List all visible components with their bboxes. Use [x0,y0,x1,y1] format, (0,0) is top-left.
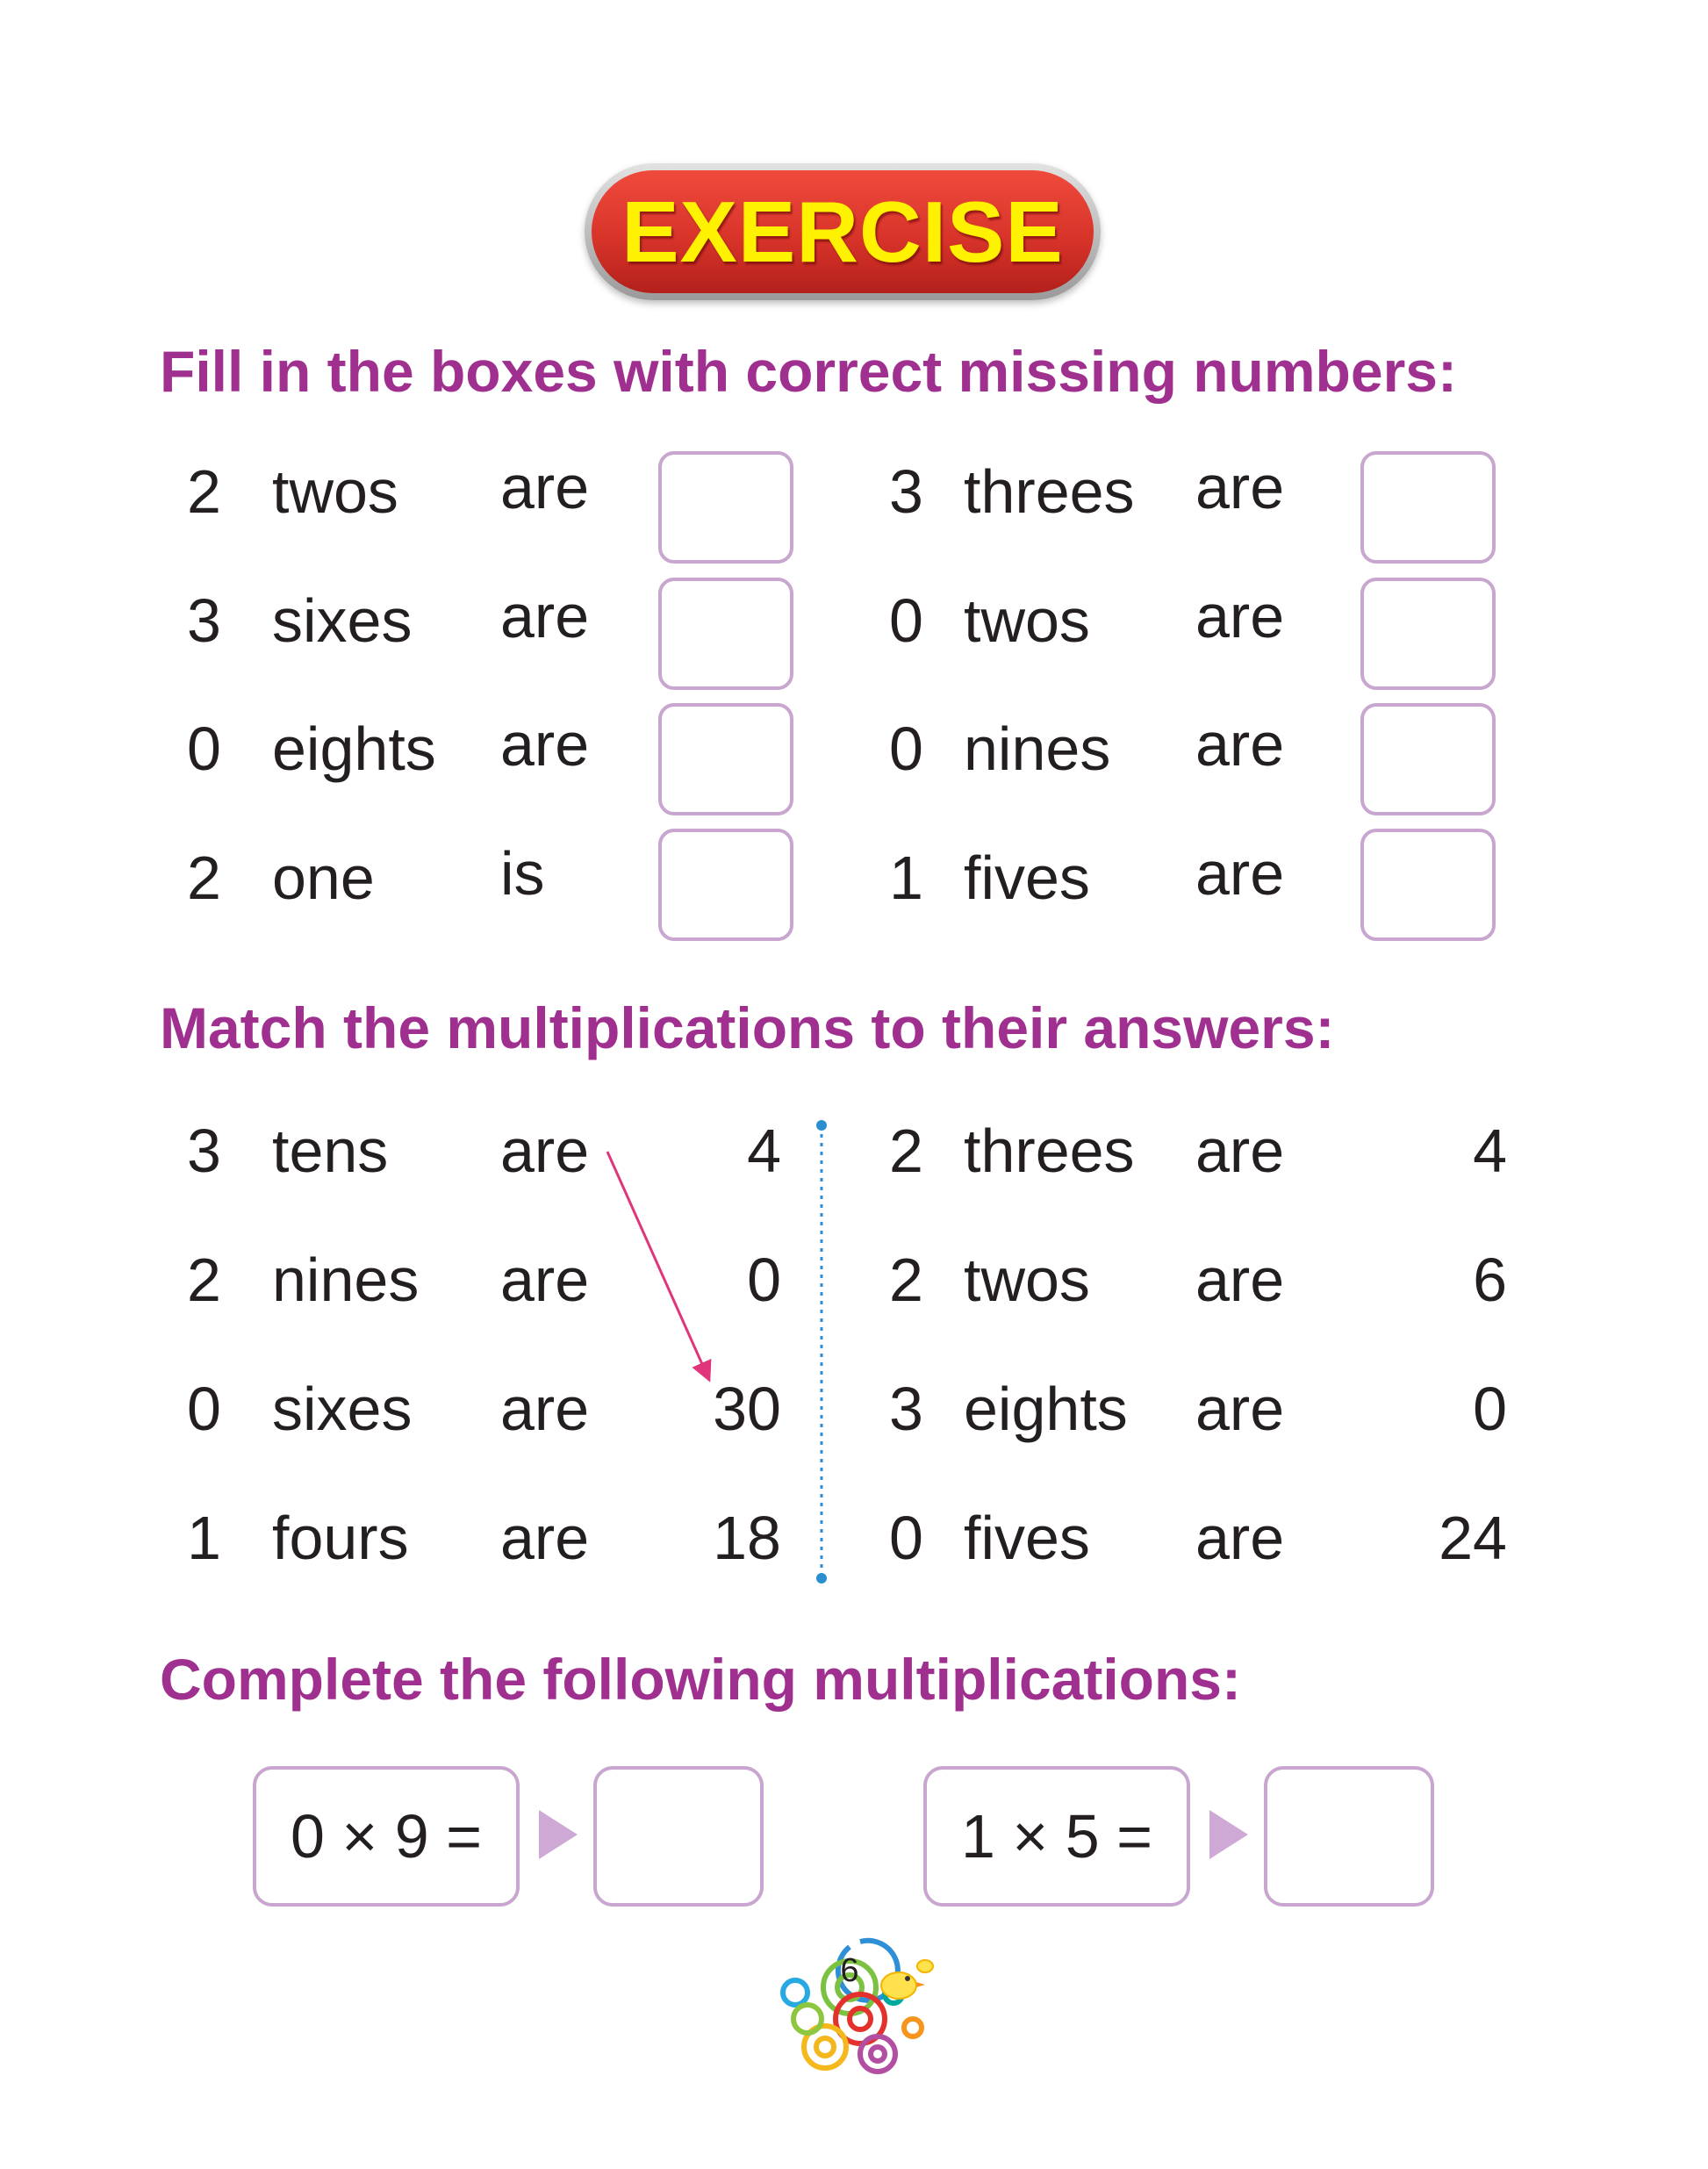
fill-heading: Fill in the boxes with correct missing numbers: [160,339,1457,404]
complete-heading: Complete the following multiplications: [160,1647,1241,1712]
small-bird-icon [917,1960,933,1972]
match-verb: are [500,1246,590,1314]
match-word: nines [272,1246,420,1314]
fill-word: twos [272,457,398,526]
fill-word: fives [964,844,1090,912]
match-verb: are [1195,1246,1285,1314]
match-verb: are [500,1375,590,1443]
fill-verb: are [500,453,590,521]
fill-word: twos [964,586,1090,655]
match-number: 3 [187,1117,221,1185]
fill-verb: are [1195,582,1285,650]
match-number: 2 [889,1117,923,1185]
match-verb: are [500,1117,590,1185]
match-number: 0 [187,1375,221,1443]
fill-number: 0 [889,586,923,655]
fill-number: 2 [187,457,221,526]
match-answer[interactable]: 0 [747,1246,781,1314]
match-answer[interactable]: 30 [713,1375,781,1443]
match-word: eights [964,1375,1128,1443]
fill-word: nines [964,715,1111,783]
match-verb: are [1195,1375,1285,1443]
fill-number: 1 [889,844,923,912]
fill-number: 0 [889,715,923,783]
fill-number: 0 [187,715,221,783]
match-word: twos [964,1246,1090,1314]
match-number: 2 [889,1246,923,1314]
match-verb: are [1195,1504,1285,1572]
match-word: fives [964,1504,1090,1572]
fill-verb: are [1195,839,1285,908]
match-answer[interactable]: 4 [747,1117,781,1185]
fill-word: sixes [272,586,413,655]
fill-number: 2 [187,844,221,912]
match-word: tens [272,1117,389,1185]
fill-word: eights [272,715,436,783]
match-number: 0 [889,1504,923,1572]
bird-icon [881,1972,925,1999]
fill-verb: are [500,582,590,650]
expression-text: 1 × 5 = [961,1802,1152,1871]
match-number: 1 [187,1504,221,1572]
match-verb: are [1195,1117,1285,1185]
exercise-title: EXERCISE [621,183,1064,280]
match-number: 3 [889,1375,923,1443]
match-answer[interactable]: 24 [1439,1504,1507,1572]
expression-text: 0 × 9 = [291,1802,482,1871]
match-verb: are [500,1504,590,1572]
match-number: 2 [187,1246,221,1314]
fill-verb: are [500,710,590,779]
page-number: 6 [840,1952,859,1989]
fill-word: threes [964,457,1135,526]
match-heading: Match the multiplications to their answers: [160,995,1335,1060]
match-answer[interactable]: 4 [1473,1117,1507,1185]
match-answer[interactable]: 18 [713,1504,781,1572]
fill-verb: is [500,839,545,908]
match-answer[interactable]: 6 [1473,1246,1507,1314]
fill-word: one [272,844,375,912]
fill-number: 3 [889,457,923,526]
fill-verb: are [1195,453,1285,521]
match-answer[interactable]: 0 [1473,1375,1507,1443]
match-word: fours [272,1504,409,1572]
fill-number: 3 [187,586,221,655]
match-word: sixes [272,1375,413,1443]
fill-verb: are [1195,710,1285,779]
match-word: threes [964,1117,1135,1185]
